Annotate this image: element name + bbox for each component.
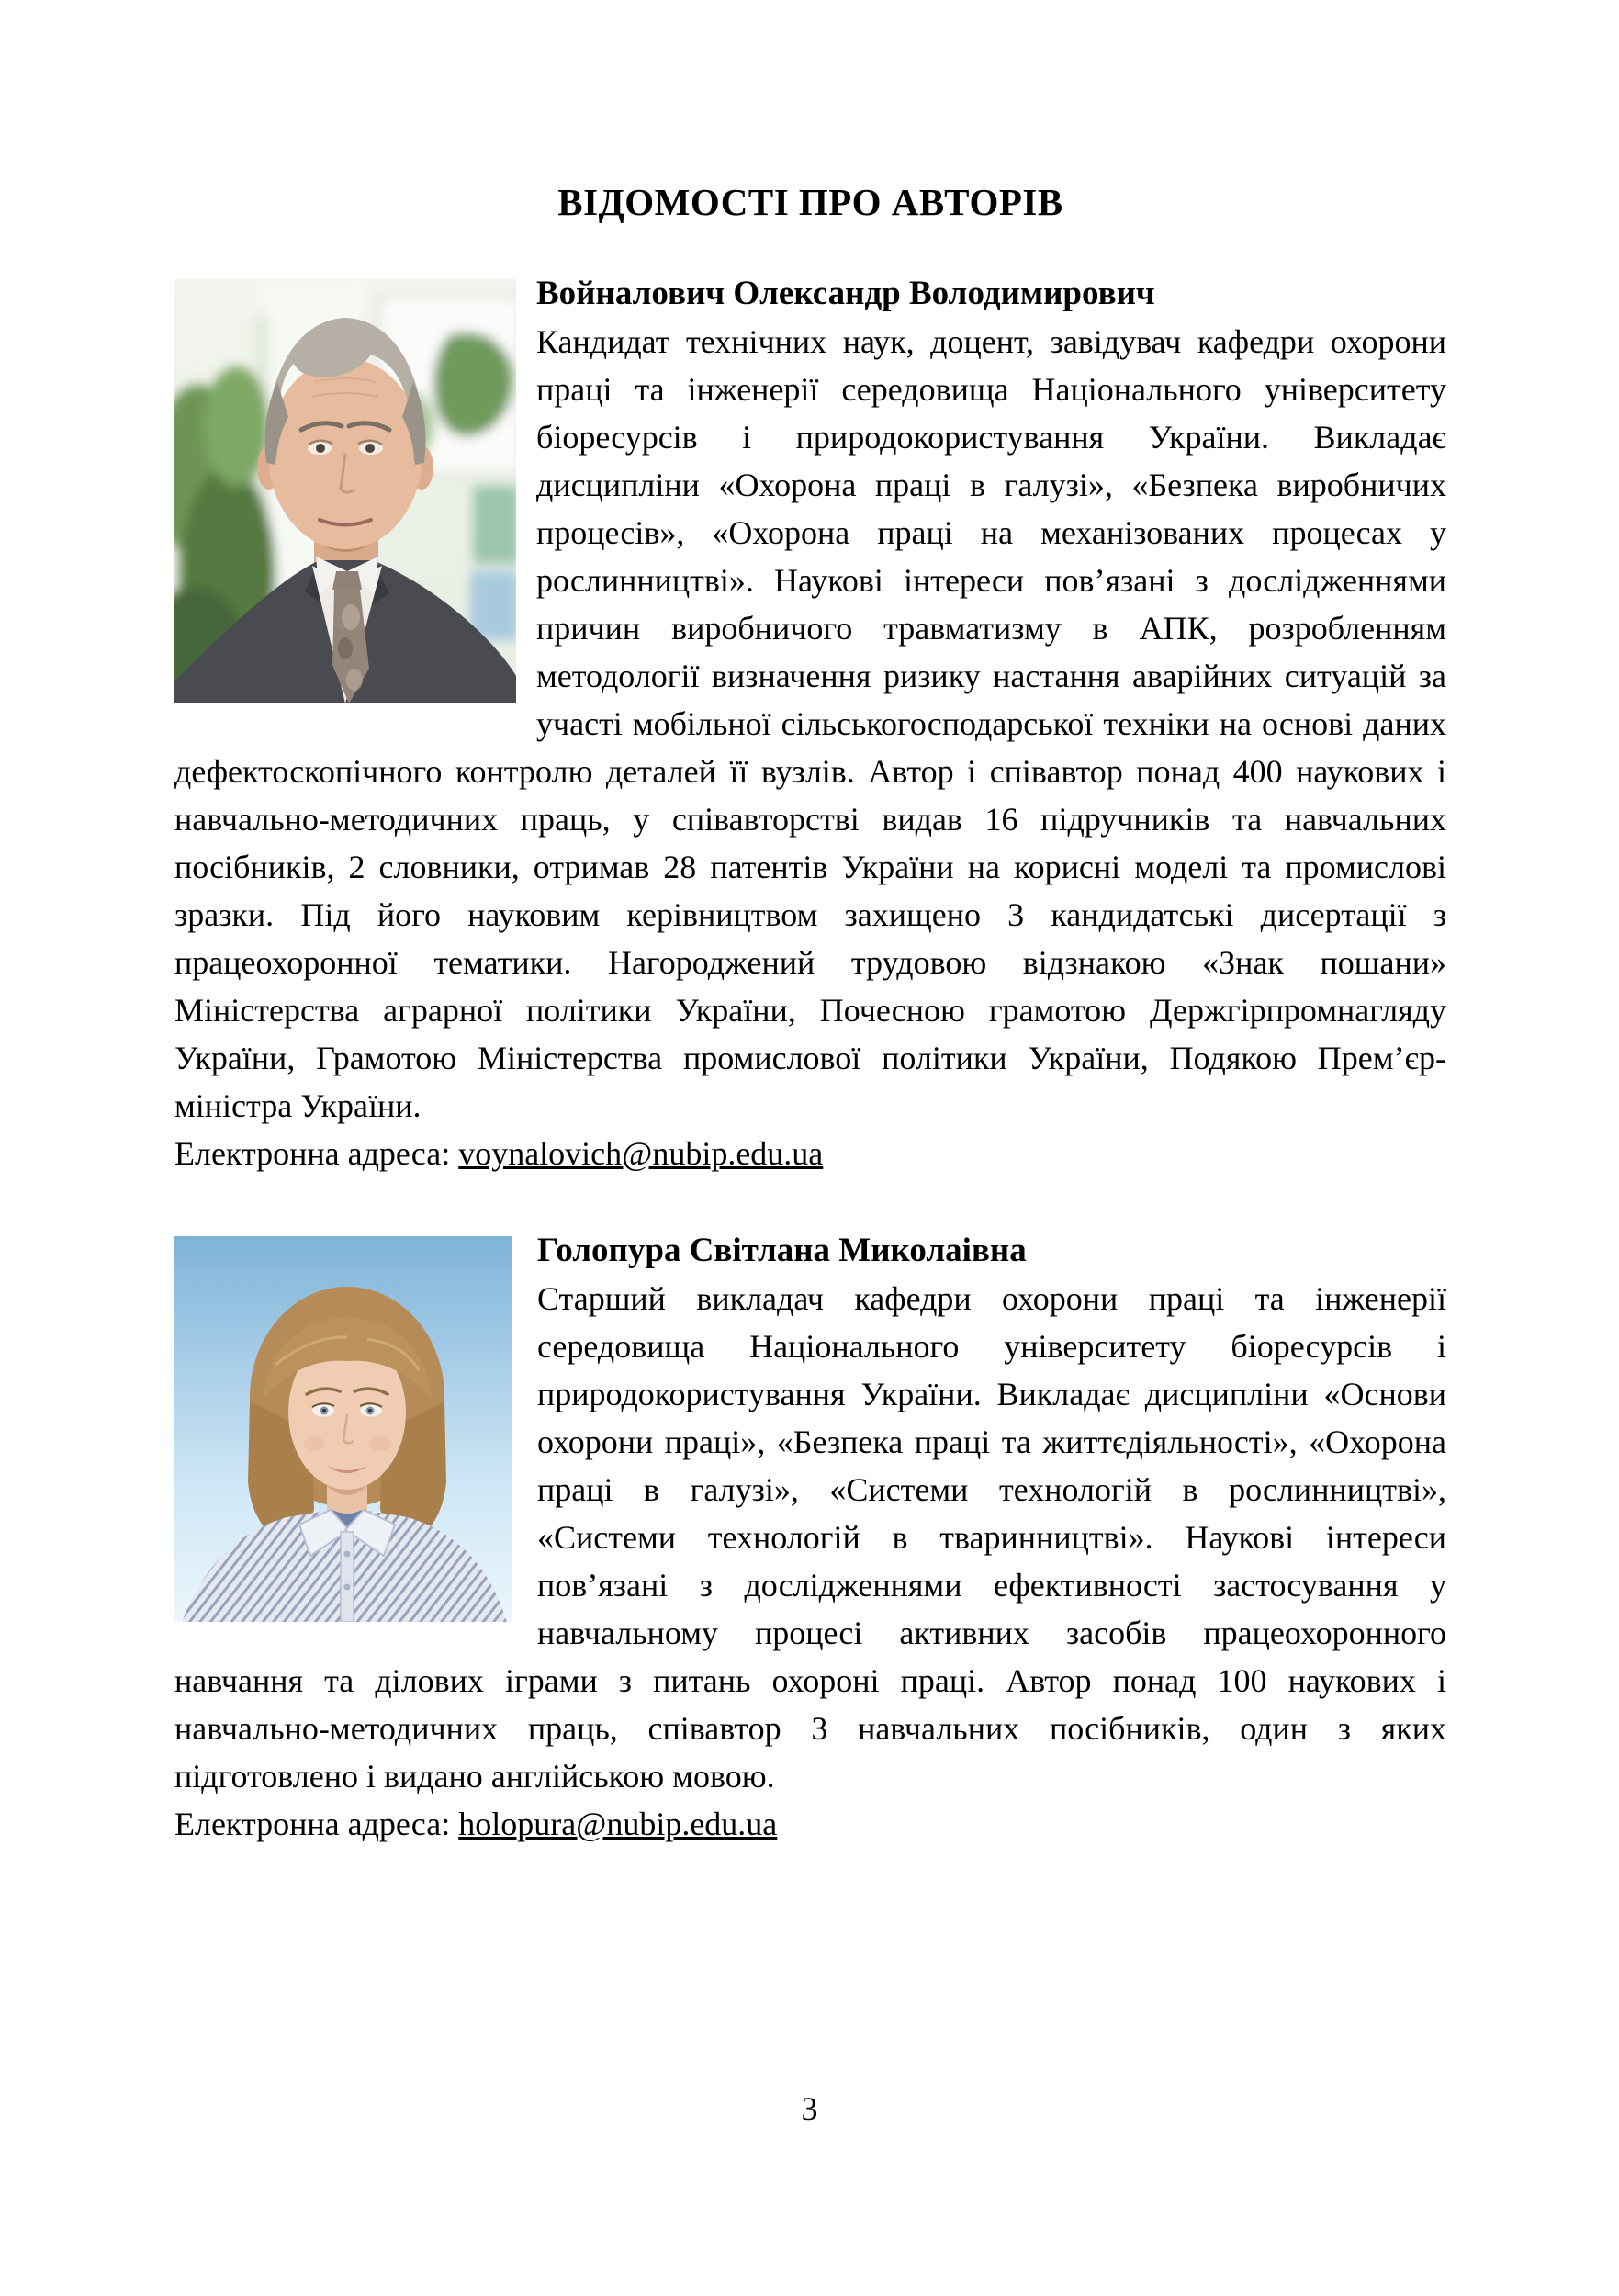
author2-bio: Старший викладач кафедри охорони праці та інженерії середовища Національного університету біоресурсів і природокористування України. Викладає дисципліни «Основи охорони праці», «Безпека праці та життєдіяльності», «Охорона праці в галузі», «Системи технологій в рослинництві», «Системи технологій в тваринництві». Наукові інтереси пов’язані з дослідженнями ефективності застосування у навчальному процесі активних засобів працеохоронного навчання та ділових іграми з питань охороні праці. Автор понад 100 наукових і навчально-методичних праць, співавтор 3 навчальних посібників, один з яких підготовлено і видано англійською мовою. xyxy=(174,1280,1446,1795)
author2-email-link[interactable]: holopura@nubip.edu.ua xyxy=(458,1806,778,1842)
author2-email-label: Електронна адреса: xyxy=(174,1806,451,1842)
page-title: ВІДОМОСТІ ПРО АВТОРІВ xyxy=(557,181,1063,223)
author2-portrait-photo xyxy=(174,1236,512,1622)
author-section-2 xyxy=(174,1227,1446,1848)
woman-portrait-illustration xyxy=(174,1236,512,1622)
author1-email-label: Електронна адреса: xyxy=(174,1135,451,1172)
author2-email-line xyxy=(174,1800,1446,1848)
author2-name: Голопура Світлана Миколаівна xyxy=(537,1232,1027,1269)
author1-name: Войналович Олександр Володимирович xyxy=(536,275,1155,312)
author1-bio: Кандидат технічних наук, доцент, завідувач кафедри охорони праці та інженерії середовища Національного університету біоресурсів і природокористування України. Викладає дисципліни «Охорона праці в галузі», «Безпека виробничих процесів», «Охорона праці на механізованих процесах у рослинництві». Наукові інтереси пов’язані з дослідженнями причин виробничого травматизму в АПК, розробленням методології визначення ризику настання аварійних ситуацій за участі мобільної сільськогосподарської техніки на основі даних дефектоскопічного контролю деталей її вузлів. Автор і співавтор понад 400 наукових і навчально-методичних праць, у співавторстві видав 16 підручників та навчальних посібників, 2 словники, отримав 28 патентів України на корисні моделі та промислові зразки. Під його науковим керівництвом захищено 3 кандидатські дисертації з працеохоронної тематики. Нагороджений трудовою відзнакою «Знак пошани» Міністерства аграрної політики України, Почесною грамотою Держгірпромнагляду України, Грамотою Міністерства промислової політики України, Подякою Прем’єр-міністра України. xyxy=(174,323,1446,1124)
author-section-1 xyxy=(174,270,1446,1177)
page-number: 3 xyxy=(801,2090,818,2127)
author1-email-link[interactable]: voynalovich@nubip.edu.ua xyxy=(458,1135,824,1172)
author1-portrait-photo xyxy=(174,279,516,703)
author1-email-line xyxy=(174,1130,1446,1177)
man-portrait-illustration xyxy=(174,279,516,703)
